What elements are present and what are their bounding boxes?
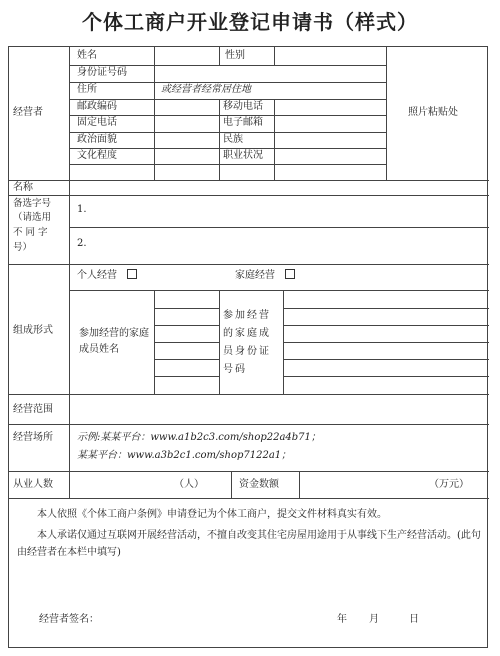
divider	[219, 99, 220, 180]
divider	[9, 394, 489, 395]
gender-label: 性别	[225, 50, 245, 61]
divider	[69, 227, 489, 228]
address-label: 住所	[77, 84, 97, 95]
alt-names-label-line: 备选字号	[13, 198, 52, 209]
divider	[69, 264, 70, 394]
divider	[69, 290, 489, 291]
alt-names-label-line: 号）	[13, 242, 33, 253]
divider	[154, 342, 219, 343]
declaration-paragraph-2: 本人承诺仅通过互联网开展经营活动，不擅自改变其住宅房屋用途用于从事线下生产经营活动。(此句由经营者在本栏中填写)	[17, 530, 481, 558]
premises-label: 经营场所	[13, 432, 53, 443]
date-day-label: 日	[409, 614, 419, 625]
landline-label: 固定电话	[77, 117, 117, 128]
individual-option-label: 个人经营	[77, 270, 117, 281]
divider	[69, 394, 70, 424]
divider	[219, 47, 220, 65]
divider	[283, 308, 489, 309]
alt-names-label-line: 不 同 字	[13, 227, 48, 238]
divider	[299, 471, 300, 498]
id-number-label: 身份证号码	[77, 67, 127, 78]
mobile-label: 移动电话	[223, 101, 263, 112]
divider	[9, 471, 489, 472]
divider	[154, 325, 219, 326]
organization-label: 组成形式	[13, 325, 53, 336]
divider	[69, 195, 70, 264]
member-ids-label: 参加经营的家庭成员身份证号码	[223, 310, 271, 375]
staff-unit: （人）	[174, 479, 204, 490]
divider	[69, 471, 70, 498]
divider	[9, 264, 489, 265]
date-year-label: 年	[337, 614, 347, 625]
date-month-label: 月	[369, 614, 379, 625]
alt-names-label-line: （请选用	[13, 212, 52, 223]
alt-name-item-2: 2.	[77, 238, 87, 249]
education-label: 文化程度	[77, 150, 117, 161]
divider	[69, 180, 70, 195]
ethnicity-label: 民族	[223, 134, 243, 145]
family-checkbox[interactable]	[285, 269, 295, 279]
page-title: 个体工商户开业登记申请书（样式）	[82, 10, 418, 34]
address-hint: 或经营者经常居住地	[161, 84, 251, 95]
alt-name-item-1: 1.	[77, 204, 87, 215]
business-name-label: 名称	[13, 182, 33, 193]
divider	[154, 359, 219, 360]
divider	[283, 359, 489, 360]
divider	[274, 99, 275, 180]
divider	[283, 325, 489, 326]
member-names-label: 参加经营的家庭成员姓名	[79, 328, 149, 355]
name-label: 姓名	[77, 50, 97, 61]
political-status-label: 政治面貌	[77, 134, 117, 145]
premises-example-1: 示例:某某平台：www.a1b2c3.com/shop22a4b71；	[77, 432, 321, 443]
email-label: 电子邮箱	[223, 117, 263, 128]
divider	[69, 47, 70, 180]
divider	[154, 47, 155, 180]
photo-placeholder-label: 照片粘贴处	[408, 107, 458, 118]
divider	[283, 342, 489, 343]
scope-label: 经营范围	[13, 404, 53, 415]
capital-unit: （万元）	[429, 479, 469, 490]
divider	[9, 498, 489, 499]
divider	[9, 424, 489, 425]
divider	[219, 290, 220, 394]
declaration-paragraph-1: 本人依照《个体工商户条例》申请登记为个体工商户，提交文件材料真实有效。	[37, 509, 387, 520]
divider	[274, 47, 275, 65]
divider	[386, 47, 387, 180]
divider	[154, 308, 219, 309]
occupation-label: 职业状况	[223, 150, 263, 161]
staff-label: 从业人数	[13, 479, 53, 490]
family-option[interactable]	[235, 269, 295, 283]
premises-example-2: 某某平台：www.a3b2c1.com/shop7122a1；	[77, 450, 292, 461]
divider	[154, 376, 219, 377]
individual-checkbox[interactable]	[127, 269, 137, 279]
divider	[69, 424, 70, 471]
divider	[69, 164, 386, 165]
individual-option[interactable]	[77, 269, 137, 283]
divider	[231, 471, 232, 498]
divider	[9, 180, 489, 181]
application-form	[8, 46, 488, 648]
capital-label: 资金数额	[239, 479, 279, 490]
divider	[9, 195, 489, 196]
operator-section-label: 经营者	[13, 107, 43, 118]
family-option-label: 家庭经营	[235, 270, 275, 281]
signature-label: 经营者签名：	[39, 614, 99, 625]
divider	[283, 376, 489, 377]
postcode-label: 邮政编码	[77, 101, 117, 112]
